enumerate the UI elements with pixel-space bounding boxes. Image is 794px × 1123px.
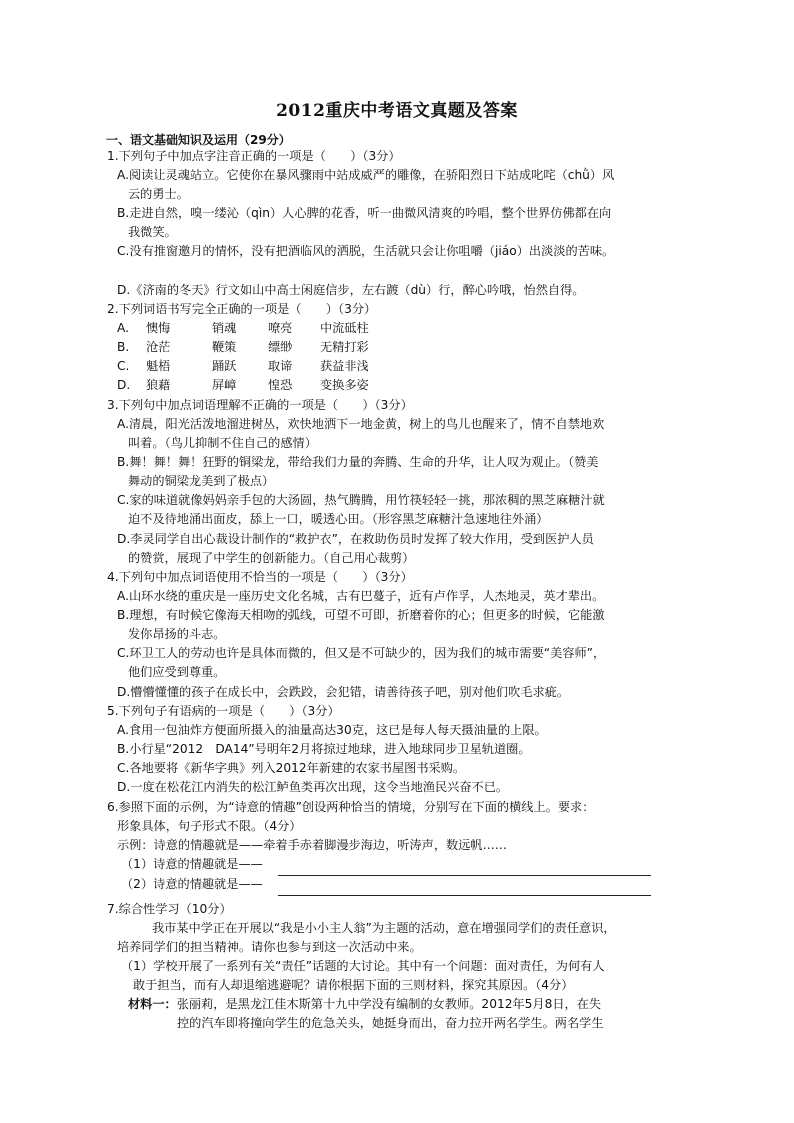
q1-stem: 1.下列句子中加点字注音正确的一项是（ ）（3分） bbox=[107, 149, 401, 163]
q3-option-a-cont: 叫着。（鸟儿抑制不住自己的感情） bbox=[128, 436, 317, 450]
q5-stem: 5.下列句子有语病的一项是（ ）（3分） bbox=[107, 704, 340, 718]
section-heading: 一、语文基础知识及运用（29分） bbox=[106, 133, 291, 147]
q2-option-b: B. 沧茫 鞭策 缥缈 无精打彩 bbox=[117, 340, 369, 354]
q7-stem: 7.综合性学习（10分） bbox=[107, 902, 232, 916]
q3-stem: 3.下列句中加点词语理解不正确的一项是（ ）（3分） bbox=[107, 398, 413, 412]
q1-option-b: B.走进自然，嗅一缕沁（qìn）人心脾的花香，听一曲微风清爽的吟唱，整个世界仿佛都在向 bbox=[117, 206, 612, 220]
q7-sub1: （1）学校开展了一系列有关“责任”话题的大讨论。其中有一个问题：面对责任，为何有人 bbox=[121, 959, 605, 973]
q5-option-a: A.食用一包油炸方便面所摄入的油量高达30克，这已是每人每天摄油量的上限。 bbox=[117, 723, 547, 737]
q1-option-c: C.没有推窗邀月的情怀，没有把酒临风的洒脱，生活就只会让你咀嚼（jiáo）出淡淡的苦味。 bbox=[117, 244, 615, 258]
q6-example: 示例：诗意的情趣就是——牵着手赤着脚漫步海边，听涛声，数远帆…… bbox=[117, 838, 507, 852]
q4-option-b-cont: 发你昂扬的斗志。 bbox=[128, 627, 226, 641]
q1-option-b-cont: 我微笑。 bbox=[128, 225, 177, 239]
q4-option-d: D.懵懵懂懂的孩子在成长中，会跌跤，会犯错，请善待孩子吧，别对他们吹毛求疵。 bbox=[117, 685, 570, 699]
q4-option-c-cont: 他们应受到尊重。 bbox=[128, 665, 226, 679]
q4-option-c: C.环卫工人的劳动也许是具体而微的，但又是不可缺少的，因为我们的城市需要“美容师”， bbox=[117, 646, 606, 660]
q6-line2-label: （2）诗意的情趣就是—— bbox=[121, 877, 263, 891]
q7-material-1 bbox=[128, 996, 601, 1012]
q1-option-a-cont: 云的勇士。 bbox=[128, 187, 189, 201]
q3-option-d-cont: 的赞赏，展现了中学生的创新能力。（自己用心裁剪） bbox=[128, 551, 415, 565]
material-label: 材料一： bbox=[128, 997, 177, 1011]
q3-option-b-cont: 舞动的铜梁龙美到了极点） bbox=[128, 474, 275, 488]
q2-option-c: C. 魁梧 踊跃 取谛 获益非浅 bbox=[117, 359, 369, 373]
q4-option-a: A.山环水绕的重庆是一座历史文化名城，古有巴蔓子，近有卢作孚，人杰地灵，英才辈出。 bbox=[117, 589, 605, 603]
q7-intro: 我市某中学正在开展以“我是小小主人翁”为主题的活动，意在增强同学们的责任意识， bbox=[152, 921, 616, 935]
q2-option-a: A. 懊悔 销魂 嘹亮 中流砥柱 bbox=[117, 321, 369, 335]
q6-stem: 6.参照下面的示例，为“诗意的情趣”创设两种恰当的情境，分别写在下面的横线上。要求： bbox=[107, 800, 595, 814]
q4-stem: 4.下列句中加点词语使用不恰当的一项是（ ）（3分） bbox=[107, 570, 413, 584]
q3-option-d: D.李灵同学自出心裁设计制作的“救护衣”，在救助伤员时发挥了较大作用，受到医护人员 bbox=[117, 532, 594, 546]
q5-option-b: B.小行星“2012 DA14”号明年2月将掠过地球，进入地球同步卫星轨道圈。 bbox=[117, 742, 531, 756]
q6-answer-line-2[interactable] bbox=[278, 895, 651, 896]
q6-answer-line-1[interactable] bbox=[278, 875, 651, 876]
q1-option-a: A.阅读让灵魂站立。它使你在暴风骤雨中站成威严的雕像，在骄阳烈日下站成叱咤（chǜ）风 bbox=[117, 168, 615, 182]
q7-intro-cont: 培养同学们的担当精神。请你也参与到这一次活动中来。 bbox=[117, 940, 422, 954]
q2-option-d: D. 狼藉 屏嶂 惶恐 变换多姿 bbox=[117, 378, 369, 392]
q7-sub1-cont: 敢于担当，而有人却退缩逃避呢？请你根据下面的三则材料，探究其原因。（4分） bbox=[133, 978, 574, 992]
q4-option-b: B.理想，有时候它像海天相吻的弧线，可望不可即，折磨着你的心；但更多的时候，它能激 bbox=[117, 608, 605, 622]
q1-option-d: D.《济南的冬天》行文如山中高士闲庭信步，左右踱（dù）行，醉心吟哦，怡然自得。 bbox=[117, 283, 585, 297]
q6-line1-label: （1）诗意的情趣就是—— bbox=[121, 857, 263, 871]
q5-option-d: D.一度在松花江内消失的松江鲈鱼类再次出现，这令当地渔民兴奋不已。 bbox=[117, 780, 509, 794]
q3-option-b: B.舞！舞！舞！狂野的铜梁龙，带给我们力量的奔腾、生命的升华，让人叹为观止。（赞美 bbox=[117, 455, 599, 469]
q7-material-1-cont: 控的汽车即将撞向学生的危急关头，她挺身而出，奋力拉开两名学生。两名学生 bbox=[177, 1016, 604, 1030]
q5-option-c: C.各地要将《新华字典》列入2012年新建的农家书屋图书采购。 bbox=[117, 761, 466, 775]
q3-option-c: C.家的味道就像妈妈亲手包的大汤圆，热气腾腾，用竹筷轻轻一挑，那浓稠的黑芝麻糖汁就 bbox=[117, 493, 605, 507]
q6-stem-cont: 形象具体，句子形式不限。（4分） bbox=[117, 819, 302, 833]
q2-stem: 2.下列词语书写完全正确的一项是（ ）（3分） bbox=[107, 302, 377, 316]
q3-option-c-cont: 迫不及待地涌出面皮，舔上一口，暖透心田。（形容黑芝麻糖汁急速地往外涌） bbox=[128, 512, 549, 526]
q3-option-a: A.清晨，阳光活泼地溜进树丛，欢快地洒下一地金黄，树上的鸟儿也醒来了，情不自禁地欢 bbox=[117, 417, 605, 431]
material-text: 张丽莉，是黑龙江佳木斯第十九中学没有编制的女教师。2012年5月8日，在失 bbox=[176, 997, 602, 1011]
document-title: 2012重庆中考语文真题及答案 bbox=[276, 101, 518, 121]
